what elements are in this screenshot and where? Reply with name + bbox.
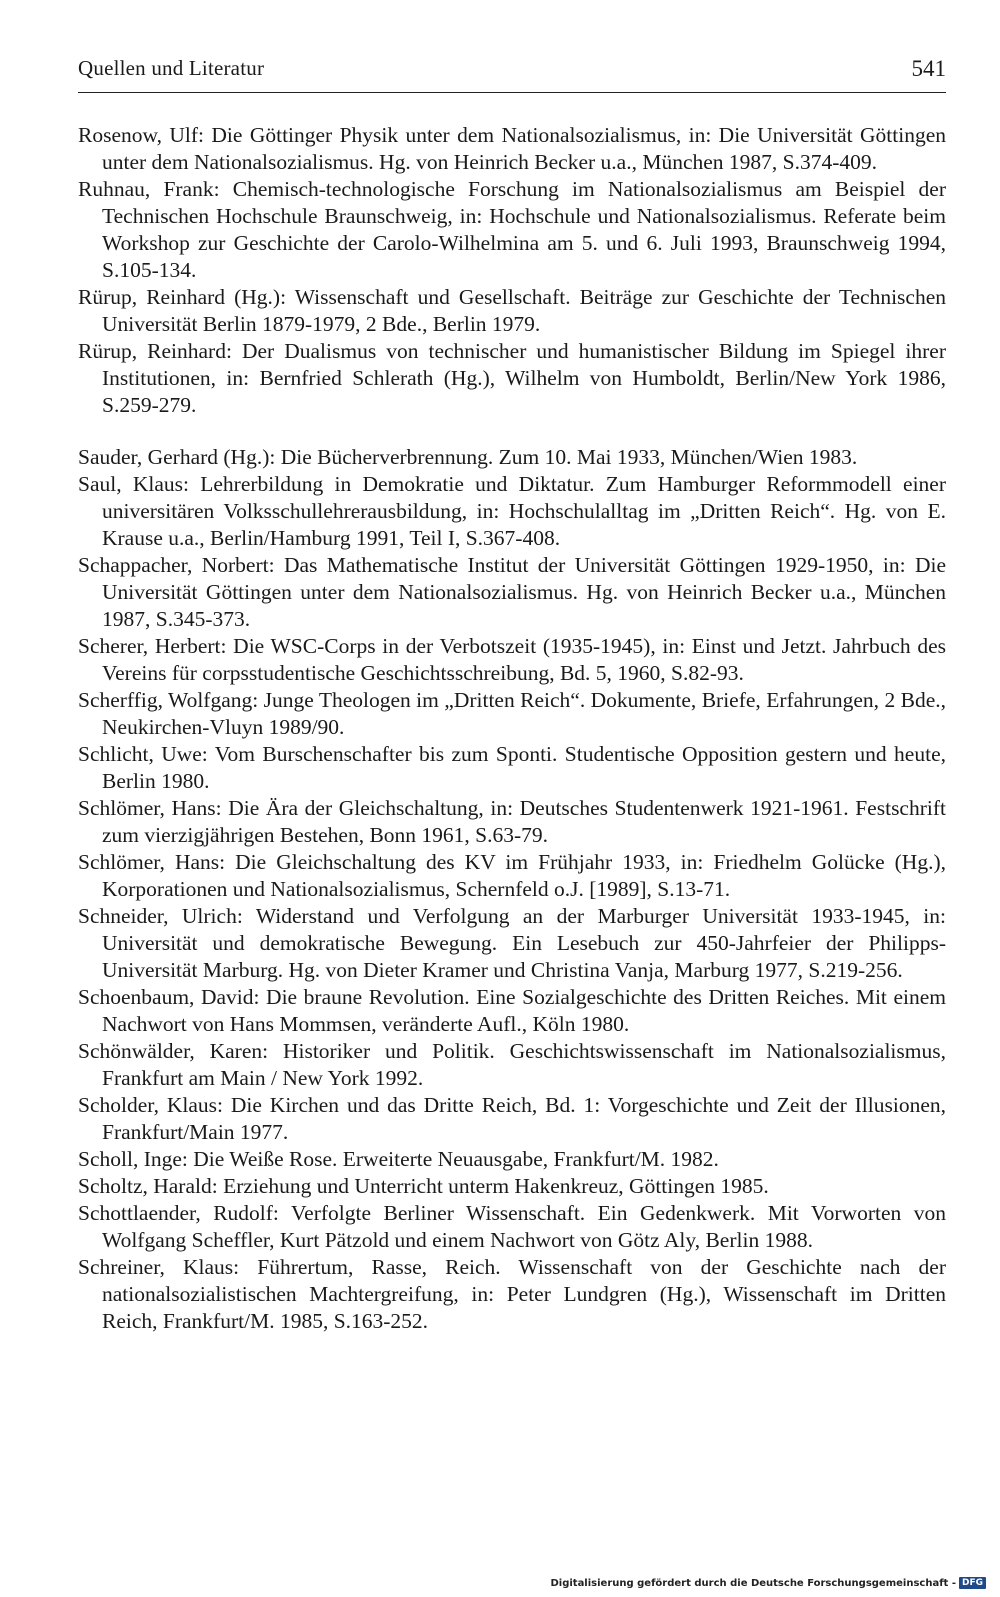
page-number: 541: [911, 56, 946, 81]
bibliography-entry: Rürup, Reinhard (Hg.): Wissenschaft und Gesellschaft. Beiträge zur Geschichte der Technischen Universität Berlin 1879-1979, 2 Bde., Berlin 1979.: [78, 285, 946, 336]
bibliography-entry: Schoenbaum, David: Die braune Revolution. Eine Sozialgeschichte des Dritten Reiches. Mit einem Nachwort von Hans Mommsen, veränderte Aufl., Köln 1980.: [78, 985, 946, 1036]
bibliography-entry: Rürup, Reinhard: Der Dualismus von technischer und humanistischer Bildung im Spiegel ihrer Institutionen, in: Bernfried Schlerath (Hg.), Wilhelm von Humboldt, Berlin/New York 1986, S.259-279.: [78, 339, 946, 417]
bibliography-entry: Schlömer, Hans: Die Ära der Gleichschaltung, in: Deutsches Studentenwerk 1921-1961. Festschrift zum vierzigjährigen Bestehen, Bonn 1961, S.63-79.: [78, 796, 946, 847]
bibliography-entry: Rosenow, Ulf: Die Göttinger Physik unter dem Nationalsozialismus, in: Die Universität Göttingen unter dem Nationalsozialismus. Hg. von Heinrich Becker u.a., München 1987, S.374-409.: [78, 123, 946, 174]
bibliography-entry: Scherer, Herbert: Die WSC-Corps in der Verbotszeit (1935-1945), in: Einst und Jetzt. Jahrbuch des Vereins für corpsstudentische Geschichtsschreibung, Bd. 5, 1960, S.82-93.: [78, 634, 946, 685]
bibliography-entry: Schneider, Ulrich: Widerstand und Verfolgung an der Marburger Universität 1933-1945, in: Universität und demokratische Bewegung. Ein Lesebuch zur 450-Jahrfeier der Philipps-Universität Marburg. Hg. von Dieter Kramer und Christina Vanja, Marburg 1977, S.219-256.: [78, 904, 946, 982]
bibliography-entry: Ruhnau, Frank: Chemisch-technologische Forschung im Nationalsozialismus am Beispiel der Technischen Hochschule Braunschweig, in: Hochschule und Nationalsozialismus. Referate beim Workshop zur Geschichte der Carolo-Wilhelmina am 5. und 6. Juli 1993, Braunschweig 1994, S.105-134.: [78, 177, 946, 282]
bibliography-entry: Schottlaender, Rudolf: Verfolgte Berliner Wissenschaft. Ein Gedenkwerk. Mit Vorworten von Wolfgang Scheffler, Kurt Pätzold und einem Nachwort von Götz Aly, Berlin 1988.: [78, 1201, 946, 1252]
bibliography-entry: Scholder, Klaus: Die Kirchen und das Dritte Reich, Bd. 1: Vorgeschichte und Zeit der Illusionen, Frankfurt/Main 1977.: [78, 1093, 946, 1144]
digitization-footer: [550, 1577, 986, 1589]
bibliography-entry: Schappacher, Norbert: Das Mathematische Institut der Universität Göttingen 1929-1950, in: Die Universität Göttingen unter dem Nationalsozialismus. Hg. von Heinrich Becker u.a., München 1987, S.345-373.: [78, 553, 946, 631]
bibliography-entry: Scholl, Inge: Die Weiße Rose. Erweiterte Neuausgabe, Frankfurt/M. 1982.: [78, 1147, 719, 1171]
bibliography-entry: Saul, Klaus: Lehrerbildung in Demokratie und Diktatur. Zum Hamburger Reformmodell einer universitären Volksschullehrerausbildung, in: Hochschulalltag im „Dritten Reich“. Hg. von E. Krause u.a., Berlin/Hamburg 1991, Teil I, S.367-408.: [78, 472, 946, 550]
dfg-logo: DFG: [959, 1577, 986, 1589]
running-header: [78, 52, 946, 93]
bibliography-entry: Schlicht, Uwe: Vom Burschenschafter bis zum Sponti. Studentische Opposition gestern und heute, Berlin 1980.: [78, 742, 946, 793]
header-title: Quellen und Literatur: [78, 56, 265, 80]
bibliography-entry: Scholtz, Harald: Erziehung und Unterricht unterm Hakenkreuz, Göttingen 1985.: [78, 1174, 769, 1198]
bibliography-entry: Schreiner, Klaus: Führertum, Rasse, Reich. Wissenschaft von der Geschichte nach der nationalsozialistischen Machtergreifung, in: Peter Lundgren (Hg.), Wissenschaft im Dritten Reich, Frankfurt/M. 1985, S.163-252.: [78, 1255, 946, 1333]
bibliography-entry: Schlömer, Hans: Die Gleichschaltung des KV im Frühjahr 1933, in: Friedhelm Golücke (Hg.), Korporationen und Nationalsozialismus, Schernfeld o.J. [1989], S.13-71.: [78, 850, 946, 901]
bibliography-entry: Sauder, Gerhard (Hg.): Die Bücherverbrennung. Zum 10. Mai 1933, München/Wien 1983.: [78, 445, 858, 469]
bibliography-entry: Scherffig, Wolfgang: Junge Theologen im „Dritten Reich“. Dokumente, Briefe, Erfahrungen, 2 Bde., Neukirchen-Vluyn 1989/90.: [78, 688, 946, 739]
bibliography-list: [78, 122, 946, 1335]
section-gap: [78, 419, 946, 444]
bibliography-entry: Schönwälder, Karen: Historiker und Politik. Geschichtswissenschaft im Nationalsozialismus, Frankfurt am Main / New York 1992.: [78, 1039, 946, 1090]
footer-text: Digitalisierung gefördert durch die Deutsche Forschungsgemeinschaft -: [550, 1577, 956, 1589]
